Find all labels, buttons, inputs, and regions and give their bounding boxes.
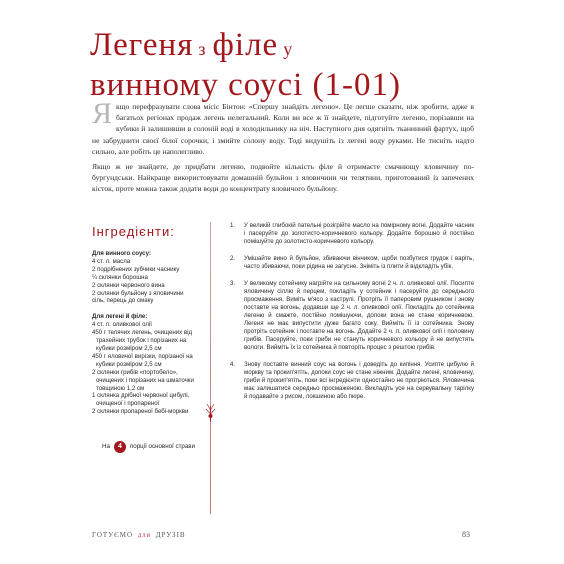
recipe-title <box>90 28 490 102</box>
page-number: 83 <box>462 530 470 539</box>
ingredient-item: 450 г телячих легень, очищених від трахейних трубок і порізаних на кубики розміром 2,5 см <box>92 329 193 352</box>
ingredient-item: ¼ склянки борошна <box>92 273 148 281</box>
lung-ingredient-list <box>92 321 204 416</box>
step-number: 1. <box>230 222 236 229</box>
intro-paragraph-1-text: кщо перефразувати слова місіс Бінтон: «Спершу знайдіть легеню». Це легше сказати, ніж зробити, адже в багатьох регіонах продаж легень нелегальний. Коли ви все ж її знайдете, підготуйте легеню, порізавши на кубики й залишивши в солоній воді в холодильнику на ніч. Наступного дня одягніть тканинний фартух, щоб не забруднити своєї білої сорочки, і змийте солону воду. Тоді видушіть із легені воду руками. Не тисніть надто сильно, але робіть це наполегливо. <box>92 102 474 156</box>
sauce-subheading: Для винного соусу: <box>92 250 151 257</box>
ingredients-heading: Інгредієнти: <box>92 224 175 239</box>
servings-count-badge: 4 <box>114 441 126 453</box>
drop-cap: Я <box>92 97 113 130</box>
servings-note <box>102 440 222 454</box>
title-word-with: з <box>198 39 208 59</box>
intro-text <box>92 97 474 199</box>
decorative-sprig-icon <box>205 400 216 422</box>
ingredient-item: 4 ст. л. оливкової олії <box>92 321 152 329</box>
column-divider <box>210 222 211 514</box>
step-3 <box>230 280 474 352</box>
ingredient-item: 2 склянки пропареної бебі-моркви <box>92 408 189 416</box>
ingredient-item: 2 склянки бульйону з яловичини <box>92 289 184 297</box>
step-number: 3. <box>230 280 236 287</box>
ingredient-item: 2 склянки грибів «портобело», очищених і порізаних на шматочки товщиною 1,2 см <box>92 368 194 392</box>
ingredient-item: 1 склянка дрібної червоної цибулі, очищеної і пропареної <box>92 392 190 408</box>
title-line-1 <box>90 28 490 68</box>
method-steps <box>230 222 474 410</box>
step-text: У великій глибокій пательні розігрійте масло на помірному вогні. Додайте часник і пасеруйте до золотисто-коричневого кольору. Додайте борошно й постійно помішуйте до золотисто-коричневого кольору. <box>244 222 474 245</box>
servings-suffix: порції основної страви <box>129 443 196 450</box>
title-line-2: винному соусі (1-01) <box>90 67 401 103</box>
ingredient-item: 2 склянки червоного вина <box>92 281 165 289</box>
ingredient-item: 450 г яловичої вирізки, порізаної на кубики розміром 2,5 см <box>92 352 193 368</box>
ingredient-item: 2 подрібнених зубчики часнику <box>92 265 180 273</box>
sauce-ingredient-list <box>92 258 204 305</box>
step-text: Умішайте вино й бульйон, збиваючи вінчиком, щоби позбутися грудок і варіть, часто збиваючи, поки рідина не загусне. Зніміть із плити й відкладіть убік. <box>244 255 474 270</box>
step-text: У великому сотейнику нагрійте на сильному вогні 2 ч. л. оливкової олії. Посипте яловичину сіллю й перцем, покладіть у сотейник і пасеруйте до середнього просмаження. Виміть м'ясо з каструлі. Протріть її паперовим рушником і знову поставте на вогонь, додавши ще 2 ч. л. оливкової олії. Покладіть до сотейника легеню й смажте, постійно помішуючи, допоки вона не стане коричневою. Легеня не має випустити дуже багато соку. Вийміть її із сотейника. Знову протріть сотейник і поставте на вогонь. Додайте 2 ч. л. оливкової олії і половину грибів. Пасеруйте, поки гриби не стануть коричневого кольору й не випустять вологи. Вийміть їх із сотейника й повторіть процес з рештою грибів. <box>244 280 474 351</box>
lung-subheading: Для легені й філе: <box>92 313 148 321</box>
step-2 <box>230 255 474 271</box>
footer-word-1: ГОТУЄМО <box>92 531 134 539</box>
ingredient-item: сіль, перець до смаку <box>92 297 154 305</box>
intro-paragraph-1 <box>92 97 474 157</box>
footer-word-3: ДРУЗІВ <box>155 531 186 539</box>
footer-word-2: ДЛЯ <box>137 534 151 539</box>
title-word-fillet: філе <box>212 27 279 63</box>
step-text: Знову поставте винний соус на вогонь і доведіть до кипіння. Усипте цибулю й моркву та прокип'ятіть, допоки соус не стане ніжним. Додайте легені, яловичину, гриби й прокип'ятіть, поки всі інгредієнти одностайно не прогріються. Яловичина має залишатися середньо просмаженою. Викладіть усе на сервувальну тарілку й подавайте з рисом, локшиною або пюре. <box>244 361 474 400</box>
step-4 <box>230 361 474 401</box>
step-number: 4. <box>230 361 236 368</box>
title-word-in: у <box>283 39 295 59</box>
ingredients-column <box>92 224 204 416</box>
intro-paragraph-2: Якщо ж не знайдете, де придбати легеню, подвойте кількість філе й отримаєте смачнющу яловичину по-бургундськи. Найкраще використовувати домашній бульйон з яловичини чи телятини, приготований із запечених кісток, проте можна також додати води до концентрату яловичого бульйону. <box>92 162 474 194</box>
ingredient-item: 4 ст. л. масла <box>92 257 131 265</box>
step-1 <box>230 222 474 246</box>
running-footer <box>92 531 186 539</box>
title-word-lung: Легеня <box>90 27 194 63</box>
step-number: 2. <box>230 255 236 262</box>
servings-prefix: На <box>102 443 110 450</box>
